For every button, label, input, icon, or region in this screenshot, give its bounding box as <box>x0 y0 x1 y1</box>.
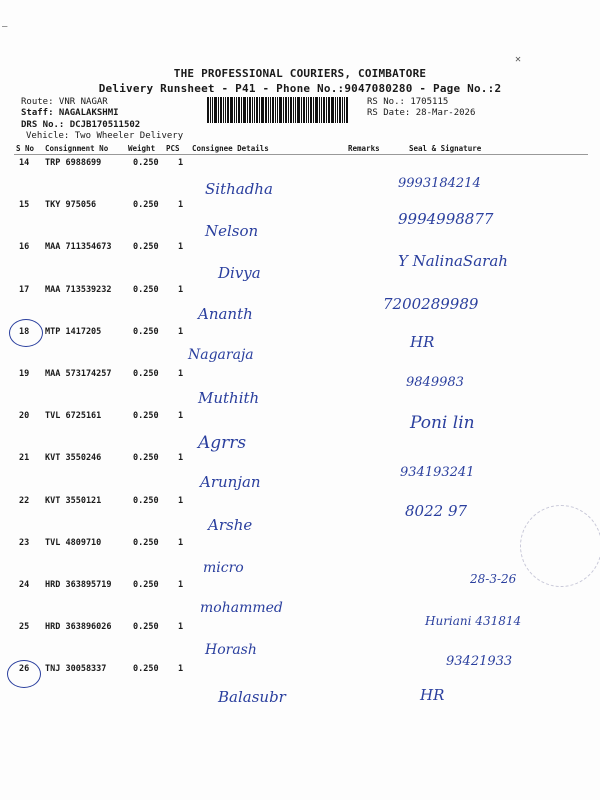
row-sno: 15 <box>19 200 30 211</box>
row-sno: 24 <box>19 580 30 590</box>
barcode-bar <box>303 97 305 123</box>
barcode-bar <box>335 97 336 123</box>
barcode-bar <box>227 97 229 123</box>
row-weight: 0.250 <box>133 580 159 590</box>
barcode-bar <box>223 97 224 123</box>
col-consignment: Consignment No <box>45 144 109 153</box>
barcode-bar <box>293 97 294 123</box>
handwritten-consignee: Ananth <box>198 304 253 323</box>
row-sno: 19 <box>19 369 30 379</box>
signature: HR <box>410 332 435 351</box>
barcode-bar <box>301 97 302 123</box>
drs-label: DRS No.: DCJB170511502 <box>21 120 141 130</box>
rs-date: RS Date: 28-Mar-2026 <box>367 108 476 118</box>
barcode-bar <box>272 97 274 123</box>
handwritten-consignee: mohammed <box>200 600 283 616</box>
table-row <box>0 200 600 242</box>
row-sno: 16 <box>19 242 30 253</box>
rs-number: RS No.: 1705115 <box>367 97 449 107</box>
barcode-bar <box>261 97 264 123</box>
row-consignment: KVT 3550246 <box>45 453 102 464</box>
row-consignment: TVL 6725161 <box>45 411 102 422</box>
barcode-bar <box>212 97 213 123</box>
handwritten-consignee: Divya <box>218 264 261 283</box>
row-weight: 0.250 <box>133 622 159 633</box>
table-row <box>0 158 600 200</box>
corner-mark-right: ✕ <box>515 54 522 65</box>
barcode-bar <box>290 97 292 123</box>
barcode-bar <box>225 97 226 123</box>
row-pcs: 1 <box>178 495 184 506</box>
row-weight: 0.250 <box>133 369 159 379</box>
corner-mark-left: — <box>2 22 8 32</box>
handwritten-consignee: Balasubr <box>218 688 286 707</box>
barcode-bar <box>259 97 260 123</box>
signature: 934193241 <box>400 465 475 481</box>
barcode-bar <box>249 97 251 123</box>
handwritten-consignee: Muthith <box>198 389 260 407</box>
row-pcs: 1 <box>178 580 184 590</box>
row-consignment: TNJ 30058337 <box>45 664 107 675</box>
row-consignment: HRD 363895719 <box>45 580 112 590</box>
barcode-bar <box>238 97 240 123</box>
circle-mark-26 <box>7 660 41 688</box>
signature: 9849983 <box>406 375 464 390</box>
col-weight: Weight <box>128 144 156 153</box>
barcode-bar <box>256 97 258 123</box>
barcode-bar <box>346 97 348 123</box>
row-sno: 14 <box>19 158 30 168</box>
barcode-bar <box>315 97 318 123</box>
barcode-bar <box>342 97 343 123</box>
col-pcs: PCS <box>166 144 180 153</box>
barcode-bar <box>279 97 282 123</box>
barcode-bar <box>236 97 237 123</box>
row-consignment: MAA 713539232 <box>45 284 112 295</box>
barcode-bar <box>230 97 233 123</box>
handwritten-consignee: micro <box>203 559 244 576</box>
table-row <box>0 411 600 453</box>
barcode-bar <box>288 97 289 123</box>
table-row <box>0 453 600 495</box>
barcode-bar <box>241 97 242 123</box>
barcode-bar <box>268 97 269 123</box>
row-pcs: 1 <box>178 284 184 295</box>
row-consignment: KVT 3550121 <box>45 495 102 506</box>
row-consignment: HRD 363896026 <box>45 622 112 633</box>
barcode-bar <box>331 97 334 123</box>
row-pcs: 1 <box>178 326 184 337</box>
signature: Huriani 431814 <box>425 614 522 629</box>
row-sno: 26 <box>19 664 30 675</box>
col-sno: S No <box>16 144 35 153</box>
barcode-bar <box>243 97 246 123</box>
table-row <box>0 285 600 327</box>
barcode-bar <box>323 97 325 123</box>
row-consignment: TKY 975056 <box>45 200 97 211</box>
barcode-bar <box>313 97 314 123</box>
table-row <box>0 654 600 707</box>
barcode-bar <box>275 97 276 123</box>
signature: 93421933 <box>446 654 513 670</box>
row-pcs: 1 <box>178 200 184 211</box>
row-pcs: 1 <box>178 453 184 464</box>
barcode-bar <box>339 97 341 123</box>
company-title: THE PROFESSIONAL COURIERS, COIMBATORE <box>173 67 427 80</box>
row-weight: 0.250 <box>133 537 159 548</box>
signature: 7200289989 <box>383 294 479 313</box>
row-pcs: 1 <box>178 664 184 675</box>
handwritten-consignee: Agrrs <box>198 433 247 454</box>
row-sno: 21 <box>19 453 30 464</box>
handwritten-consignee: Arshe <box>208 515 253 534</box>
barcode-bar <box>344 97 345 123</box>
barcode <box>207 97 365 123</box>
barcode-bar <box>295 97 296 123</box>
signature: 8022 97 <box>405 501 468 520</box>
barcode-bar <box>277 97 278 123</box>
handwritten-consignee: Horash <box>205 642 257 659</box>
row-weight: 0.250 <box>133 453 159 464</box>
barcode-bar <box>220 97 222 123</box>
barcode-bar <box>328 97 330 123</box>
table-row <box>0 242 600 284</box>
row-weight: 0.250 <box>133 158 159 168</box>
barcode-bar <box>234 97 235 123</box>
runsheet-subtitle: Delivery Runsheet - P41 - Phone No.:9047080280 - Page No.:2 <box>98 82 502 95</box>
barcode-bar <box>283 97 284 123</box>
barcode-bar <box>297 97 300 123</box>
barcode-bar <box>337 97 338 123</box>
circle-mark-18 <box>9 319 43 347</box>
row-pcs: 1 <box>178 537 184 548</box>
barcode-bar <box>214 97 217 123</box>
table-row <box>0 369 600 411</box>
barcode-bar <box>218 97 219 123</box>
barcode-bar <box>306 97 307 123</box>
row-weight: 0.250 <box>133 200 159 211</box>
row-sno: 22 <box>19 495 30 506</box>
barcode-bar <box>270 97 271 123</box>
barcode-bar <box>285 97 287 123</box>
signature: Poni lin <box>410 413 475 434</box>
row-consignment: MAA 573174257 <box>45 369 112 379</box>
barcode-bar <box>308 97 309 123</box>
row-pcs: 1 <box>178 242 184 253</box>
row-pcs: 1 <box>178 411 184 422</box>
signature: 9994998877 <box>398 210 494 229</box>
row-weight: 0.250 <box>133 242 159 253</box>
barcode-bar <box>310 97 312 123</box>
row-pcs: 1 <box>178 369 184 379</box>
col-seal: Seal & Signature <box>409 144 482 153</box>
barcode-bar <box>319 97 320 123</box>
barcode-bar <box>252 97 253 123</box>
signature: 9993184214 <box>398 176 481 191</box>
handwritten-consignee: Nagaraja <box>188 346 254 363</box>
row-weight: 0.250 <box>133 326 159 337</box>
barcode-bar <box>321 97 322 123</box>
col-consignee: Consignee Details <box>192 144 269 153</box>
barcode-bar <box>207 97 209 123</box>
route-label: Route: VNR NAGAR <box>21 97 108 107</box>
barcode-bar <box>326 97 327 123</box>
row-pcs: 1 <box>178 158 184 168</box>
row-sno: 25 <box>19 622 30 633</box>
row-consignment: MAA 711354673 <box>45 242 112 253</box>
table-row <box>0 327 600 369</box>
row-sno: 20 <box>19 411 30 422</box>
handwritten-consignee: Nelson <box>205 222 259 241</box>
row-sno: 18 <box>19 326 30 337</box>
header-divider <box>14 154 588 155</box>
row-weight: 0.250 <box>133 495 159 506</box>
row-consignment: MTP 1417205 <box>45 326 102 337</box>
row-sno: 17 <box>19 284 30 295</box>
barcode-bar <box>210 97 211 123</box>
row-sno: 23 <box>19 537 30 548</box>
vehicle-label: Vehicle: Two Wheeler Delivery <box>26 131 184 141</box>
staff-label: Staff: NAGALAKSHMI <box>21 108 119 118</box>
barcode-bar <box>265 97 267 123</box>
row-weight: 0.250 <box>133 664 159 675</box>
row-consignment: TVL 4809710 <box>45 537 102 548</box>
table-row <box>0 496 600 538</box>
row-consignment: TRP 6988699 <box>45 158 102 168</box>
handwritten-consignee: Sithadha <box>205 180 273 198</box>
barcode-bar <box>254 97 255 123</box>
row-pcs: 1 <box>178 622 184 633</box>
row-weight: 0.250 <box>133 284 159 295</box>
barcode-bar <box>247 97 248 123</box>
signature-extra: HR <box>420 686 445 704</box>
signature: Y NalinaSarah <box>398 252 508 271</box>
handwritten-consignee: Arunjan <box>200 473 261 492</box>
signature: 28-3-26 <box>470 572 517 586</box>
row-weight: 0.250 <box>133 411 159 422</box>
col-remarks: Remarks <box>348 144 380 153</box>
